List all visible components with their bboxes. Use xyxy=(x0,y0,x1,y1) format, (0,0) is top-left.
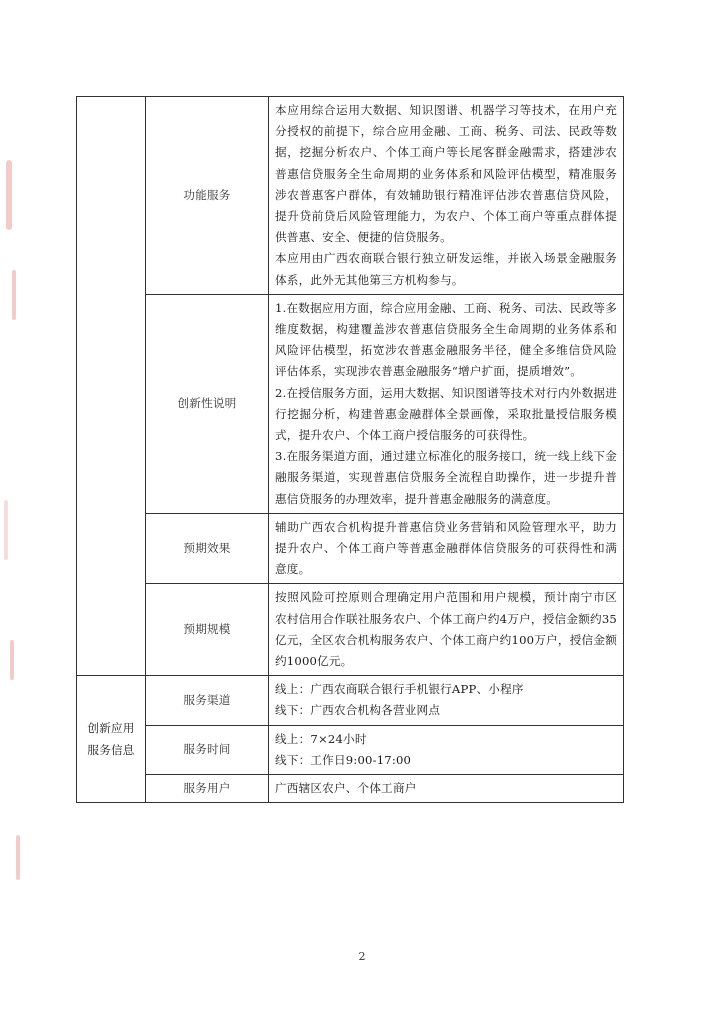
table-row-function xyxy=(77,97,624,295)
scan-stamp-mark xyxy=(16,835,20,880)
row-label: 创新性说明 xyxy=(146,294,269,513)
content-paragraph: 辅助广西农合机构提升普惠信贷业务营销和风险管理水平，助力提升农户、个体工商户等普惠金融群体信贷服务的可获得性和满意度。 xyxy=(275,519,617,577)
scan-stamp-mark xyxy=(4,500,8,560)
table-row-service-users xyxy=(77,775,624,803)
row-content xyxy=(269,513,624,584)
scan-stamp-mark xyxy=(12,270,16,320)
content-paragraph: 线下：广西农合机构各营业网点 xyxy=(275,703,441,718)
row-label: 功能服务 xyxy=(146,97,269,295)
row-content xyxy=(269,584,624,676)
row-label: 服务时间 xyxy=(146,725,269,774)
row-label: 服务用户 xyxy=(146,775,269,803)
row-content xyxy=(269,725,624,774)
content-paragraph: 2.在授信服务方面，运用大数据、知识图谱等技术对行内外数据进行挖掘分析，构建普惠金融群体全景画像，采取批量授信服务模式，提升农户、个体工商户授信服务的可获得性。 xyxy=(275,385,617,443)
service-info-table xyxy=(76,96,624,803)
category-cell-empty xyxy=(77,97,146,676)
content-paragraph: 1.在数据应用方面，综合应用金融、工商、税务、司法、民政等多维度数据，构建覆盖涉农普惠信贷服务全生命周期的业务体系和风险评估模型，拓宽涉农普惠金融服务半径，健全多维信贷风险评估体系，实现涉农普惠金融服务“增户扩面，提质增效”。 xyxy=(275,300,617,379)
row-label: 预期规模 xyxy=(146,584,269,676)
row-label: 预期效果 xyxy=(146,513,269,584)
row-label: 服务渠道 xyxy=(146,676,269,725)
table-row-service-time xyxy=(77,725,624,774)
scan-stamp-mark xyxy=(6,160,12,230)
content-paragraph: 3.在服务渠道方面，通过建立标准化的服务接口，统一线上线下金融服务渠道，实现普惠信贷服务全流程自助操作，进一步提升普惠信贷服务的办理效率，提升普惠金融服务的满意度。 xyxy=(275,449,617,506)
content-paragraph: 本应用由广西农商联合银行独立研发运维，并嵌入场景金融服务体系，此外无其他第三方机构参与。 xyxy=(275,251,617,287)
content-paragraph: 线上：广西农商联合银行手机银行APP、小程序 xyxy=(275,682,524,697)
category-label: 创新应用服务信息 xyxy=(87,721,135,758)
table-row-expected-scale xyxy=(77,584,624,676)
row-content xyxy=(269,294,624,513)
page-number: 2 xyxy=(358,950,366,963)
content-paragraph: 按照风险可控原则合理确定用户范围和用户规模，预计南宁市区农村信用合作联社服务农户、个体工商户约4万户，授信金额约35亿元，全区农合机构服务农户、个体工商户约100万户，授信金额约1000亿元。 xyxy=(275,590,617,669)
table-row-expected-effect xyxy=(77,513,624,584)
content-paragraph: 线上：7×24小时 xyxy=(275,731,367,746)
row-content xyxy=(269,97,624,295)
content-paragraph: 本应用综合运用大数据、知识图谱、机器学习等技术，在用户充分授权的前提下，综合应用金融、工商、税务、司法、民政等数据，挖掘分析农户、个体工商户等长尾客群金融需求，搭建涉农普惠信贷服务全生命周期的业务体系和风险评估模型，精准服务涉农普惠客户群体，有效辅助银行精准评估涉农普惠信贷风险，提升贷前贷后风险管理能力，为农户、个体工商户等重点群体提供普惠、安全、便捷的信贷服务。 xyxy=(275,103,617,245)
content-paragraph: 广西辖区农户、个体工商户 xyxy=(275,781,417,796)
table-row-channel xyxy=(77,676,624,725)
category-cell xyxy=(77,676,146,803)
content-paragraph: 线下：工作日9:00-17:00 xyxy=(275,752,412,767)
row-content xyxy=(269,676,624,725)
row-content xyxy=(269,775,624,803)
scan-stamp-mark xyxy=(10,640,14,680)
table-row-innovation xyxy=(77,294,624,513)
